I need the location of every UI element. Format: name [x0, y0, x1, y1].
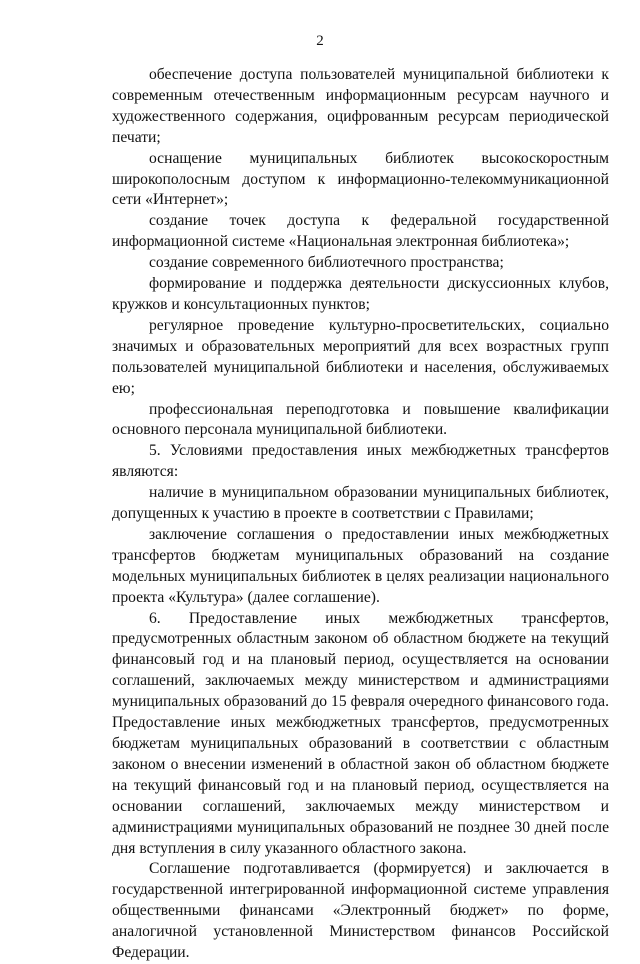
paragraph-access-resources: обеспечение доступа пользователей муниципальной библиотеки к современным отечественным информационным ресурсам научного и художественного содержания, оцифрованным ресурсам периодической печати; — [112, 66, 609, 146]
paragraph-section-6-provision: 6. Предоставление иных межбюджетных трансфертов, предусмотренных областным законом об областном бюджете на текущий финансовый год и на плановый период, осуществляется на основании соглашений, заключаемых между министерством и администрациями муниципальных образований до 15 февраля очередного финансового года. Предоставление иных межбюджетных трансфертов, предусмотренных бюджетам муниципальных образований в соответствии с областным законом о внесении изменений в областной закон об областном бюджете на текущий финансовый год и на плановый период, осуществляется на основании соглашений, заключаемых между министерством и администрациями муниципальных образований не позднее 30 дней после дня вступления в силу указанного областного закона. — [112, 609, 609, 857]
paragraph-section-5-conditions: 5. Условиями предоставления иных межбюджетных трансфертов являются: — [112, 442, 609, 481]
paragraph-internet-access: оснащение муниципальных библиотек высокоскоростным широкополосным доступом к информационно-телекоммуникационной сети «Интернет»; — [112, 149, 609, 209]
page-number: 2 — [316, 33, 324, 49]
document-body — [112, 65, 609, 964]
paragraph-discussion-clubs: формирование и поддержка деятельности дискуссионных клубов, кружков и консультационных пунктов; — [112, 275, 609, 313]
paragraph-library-space: создание современного библиотечного пространства; — [149, 254, 504, 272]
paragraph-cultural-events: регулярное проведение культурно-просветительских, социально значимых и образовательных мероприятий для всех возрастных групп пользователей муниципальной библиотеки и населения, обслуживаемых ею; — [112, 316, 609, 397]
paragraph-electronic-budget: Соглашение подготавливается (формируется) и заключается в государственной интегрированной информационной системе управления общественными финансами «Электронный бюджет» по форме, аналогичной установленной Министерством финансов Российской Федерации. — [112, 860, 609, 962]
paragraph-condition-agreement: заключение соглашения о предоставлении иных межбюджетных трансфертов бюджетам муниципальных образований на создание модельных муниципальных библиотек в целях реализации национального проекта «Культура» (далее соглашение). — [112, 525, 609, 606]
paragraph-condition-libraries: наличие в муниципальном образовании муниципальных библиотек, допущенных к участию в проекте в соответствии с Правилами; — [112, 484, 609, 523]
paragraph-staff-training: профессиональная переподготовка и повышение квалификации основного персонала муниципальной библиотеки. — [112, 400, 609, 439]
paragraph-neb-access-points: создание точек доступа к федеральной государственной информационной системе «Национальная электронная библиотека»; — [112, 212, 609, 251]
